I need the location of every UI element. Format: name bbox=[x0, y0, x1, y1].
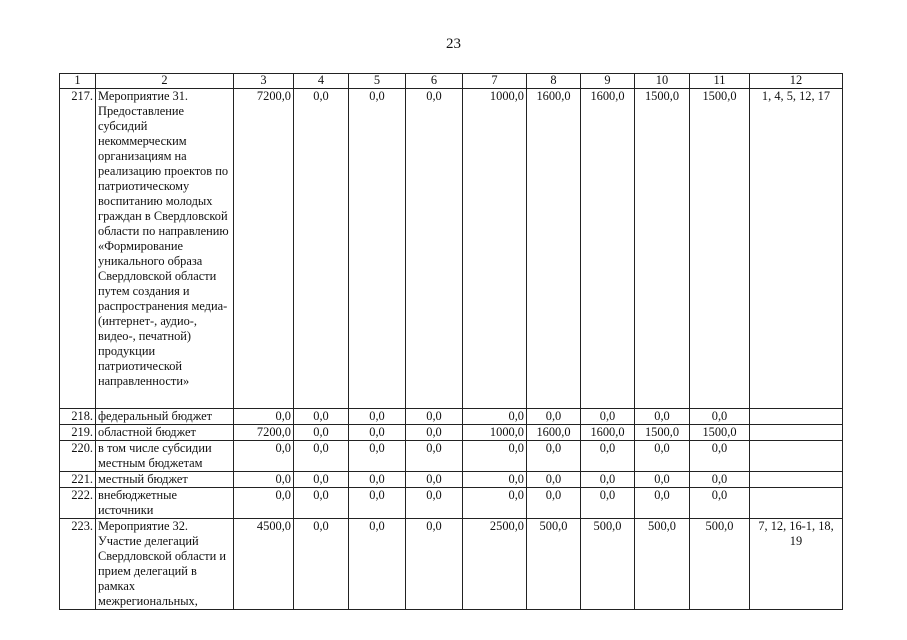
value-cell: 7200,0 bbox=[234, 89, 294, 409]
value-cell: 0,0 bbox=[349, 425, 406, 441]
column-header: 12 bbox=[750, 74, 843, 89]
value-cell: 1000,0 bbox=[463, 425, 527, 441]
table-header-row bbox=[60, 74, 843, 89]
table-row bbox=[60, 441, 843, 472]
value-cell: 0,0 bbox=[635, 441, 690, 472]
table-row bbox=[60, 425, 843, 441]
value-cell: 7200,0 bbox=[234, 425, 294, 441]
value-cell: 0,0 bbox=[581, 488, 635, 519]
column-header: 11 bbox=[690, 74, 750, 89]
value-cell: 0,0 bbox=[581, 472, 635, 488]
value-cell: 0,0 bbox=[234, 472, 294, 488]
value-cell: 1600,0 bbox=[581, 425, 635, 441]
value-cell: 0,0 bbox=[294, 425, 349, 441]
column-header: 5 bbox=[349, 74, 406, 89]
value-cell: 0,0 bbox=[349, 472, 406, 488]
value-cell: 0,0 bbox=[527, 488, 581, 519]
value-cell: 0,0 bbox=[406, 409, 463, 425]
value-cell: 0,0 bbox=[294, 472, 349, 488]
value-cell: 0,0 bbox=[234, 441, 294, 472]
column-header: 10 bbox=[635, 74, 690, 89]
description-cell: Мероприятие 32. Участие делегаций Свердловской области и прием делегаций в рамках межрегиональных, bbox=[96, 519, 234, 610]
value-cell: 1000,0 bbox=[463, 89, 527, 409]
notes-cell bbox=[750, 472, 843, 488]
value-cell: 0,0 bbox=[635, 488, 690, 519]
value-cell: 0,0 bbox=[527, 409, 581, 425]
column-header: 1 bbox=[60, 74, 96, 89]
description-cell: Мероприятие 31. Предоставление субсидий некоммерческим организациям на реализацию проектов по патриотическому воспитанию молодых граждан в Свердловской области по направлению «Формирование уникального образа Свердловской области путем создания и распространения медиа- (интернет-, аудио-, видео-, печатной) продукции патриотической направленности» bbox=[96, 89, 234, 409]
value-cell: 0,0 bbox=[349, 519, 406, 610]
description-cell: областной бюджет bbox=[96, 425, 234, 441]
table-row bbox=[60, 519, 843, 610]
value-cell: 0,0 bbox=[294, 441, 349, 472]
value-cell: 1500,0 bbox=[690, 425, 750, 441]
column-header: 3 bbox=[234, 74, 294, 89]
notes-cell bbox=[750, 409, 843, 425]
value-cell: 0,0 bbox=[349, 441, 406, 472]
value-cell: 0,0 bbox=[463, 409, 527, 425]
value-cell: 0,0 bbox=[349, 89, 406, 409]
value-cell: 0,0 bbox=[581, 441, 635, 472]
table-row bbox=[60, 472, 843, 488]
value-cell: 0,0 bbox=[406, 519, 463, 610]
column-header: 8 bbox=[527, 74, 581, 89]
notes-cell bbox=[750, 488, 843, 519]
value-cell: 500,0 bbox=[635, 519, 690, 610]
notes-cell: 1, 4, 5, 12, 17 bbox=[750, 89, 843, 409]
table-row bbox=[60, 488, 843, 519]
column-header: 7 bbox=[463, 74, 527, 89]
column-header: 6 bbox=[406, 74, 463, 89]
budget-table bbox=[59, 73, 843, 610]
value-cell: 0,0 bbox=[635, 409, 690, 425]
notes-cell bbox=[750, 425, 843, 441]
value-cell: 0,0 bbox=[406, 488, 463, 519]
value-cell: 0,0 bbox=[527, 472, 581, 488]
column-header: 4 bbox=[294, 74, 349, 89]
value-cell: 0,0 bbox=[349, 409, 406, 425]
value-cell: 0,0 bbox=[294, 409, 349, 425]
page-number: 23 bbox=[446, 36, 461, 52]
description-cell: федеральный бюджет bbox=[96, 409, 234, 425]
value-cell: 1500,0 bbox=[635, 89, 690, 409]
value-cell: 0,0 bbox=[690, 472, 750, 488]
value-cell: 0,0 bbox=[463, 488, 527, 519]
row-number-cell: 220. bbox=[60, 441, 96, 472]
value-cell: 0,0 bbox=[234, 488, 294, 519]
description-cell: в том числе субсидии местным бюджетам bbox=[96, 441, 234, 472]
value-cell: 0,0 bbox=[294, 89, 349, 409]
value-cell: 0,0 bbox=[690, 441, 750, 472]
value-cell: 0,0 bbox=[635, 472, 690, 488]
notes-cell bbox=[750, 441, 843, 472]
value-cell: 0,0 bbox=[406, 472, 463, 488]
row-number-cell: 221. bbox=[60, 472, 96, 488]
value-cell: 0,0 bbox=[234, 409, 294, 425]
value-cell: 0,0 bbox=[463, 441, 527, 472]
value-cell: 1500,0 bbox=[635, 425, 690, 441]
row-number-cell: 219. bbox=[60, 425, 96, 441]
value-cell: 1600,0 bbox=[527, 425, 581, 441]
column-header: 9 bbox=[581, 74, 635, 89]
value-cell: 0,0 bbox=[406, 89, 463, 409]
value-cell: 0,0 bbox=[581, 409, 635, 425]
value-cell: 1500,0 bbox=[690, 89, 750, 409]
row-number-cell: 223. bbox=[60, 519, 96, 610]
value-cell: 0,0 bbox=[463, 472, 527, 488]
value-cell: 1600,0 bbox=[527, 89, 581, 409]
row-number-cell: 217. bbox=[60, 89, 96, 409]
row-number-cell: 218. bbox=[60, 409, 96, 425]
value-cell: 0,0 bbox=[294, 488, 349, 519]
value-cell: 0,0 bbox=[349, 488, 406, 519]
value-cell: 4500,0 bbox=[234, 519, 294, 610]
value-cell: 0,0 bbox=[690, 409, 750, 425]
value-cell: 0,0 bbox=[527, 441, 581, 472]
description-cell: внебюджетные источники bbox=[96, 488, 234, 519]
value-cell: 1600,0 bbox=[581, 89, 635, 409]
value-cell: 2500,0 bbox=[463, 519, 527, 610]
value-cell: 0,0 bbox=[406, 425, 463, 441]
value-cell: 0,0 bbox=[690, 488, 750, 519]
value-cell: 0,0 bbox=[406, 441, 463, 472]
value-cell: 500,0 bbox=[581, 519, 635, 610]
value-cell: 500,0 bbox=[527, 519, 581, 610]
value-cell: 0,0 bbox=[294, 519, 349, 610]
column-header: 2 bbox=[96, 74, 234, 89]
notes-cell: 7, 12, 16-1, 18, 19 bbox=[750, 519, 843, 610]
row-number-cell: 222. bbox=[60, 488, 96, 519]
table-row bbox=[60, 409, 843, 425]
value-cell: 500,0 bbox=[690, 519, 750, 610]
table-row bbox=[60, 89, 843, 409]
description-cell: местный бюджет bbox=[96, 472, 234, 488]
